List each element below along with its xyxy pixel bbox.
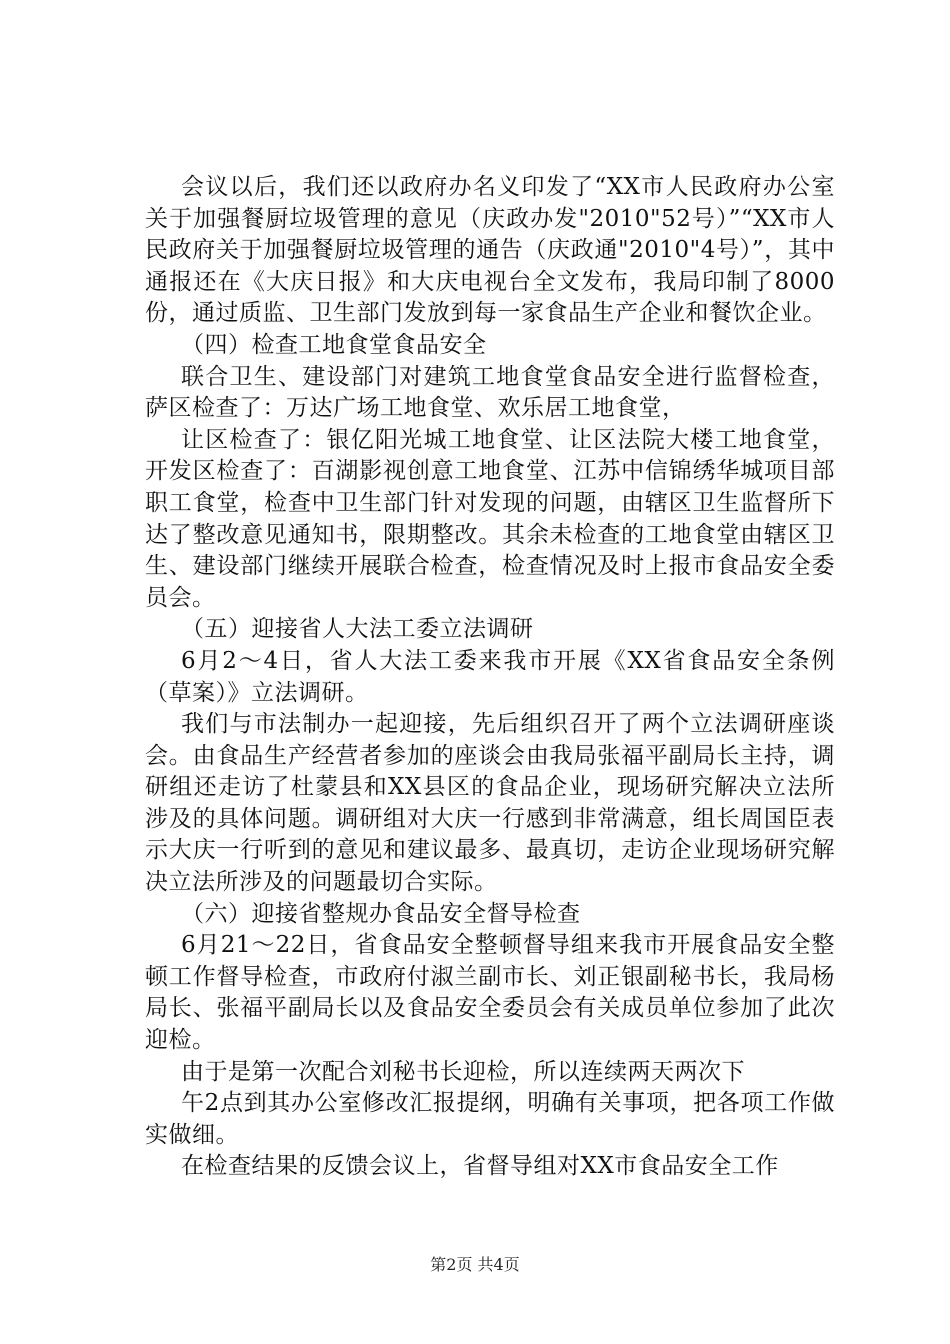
paragraph-feedback-meeting: 在检查结果的反馈会议上，省督导组对XX市食品安全工作 [181, 1153, 779, 1180]
section-heading-6: （六）迎接省整规办食品安全督导检查 [181, 900, 581, 927]
paragraph-joint-inspection: 联合卫生、建设部门对建筑工地食堂食品安全进行监督检查，萨区检查了：万达广场工地食堂、欢乐居工地食堂， [145, 363, 835, 422]
paragraph-afternoon-revision: 午2点到其办公室修改汇报提纲，明确有关事项，把各项工作做实做细。 [145, 1090, 835, 1148]
paragraph-legislative-research: 6月2～4日，省人大法工委来我市开展《XX省食品安全条例（草案）》立法调研。 [145, 647, 835, 706]
document-body [145, 172, 835, 1183]
paragraph-district-inspection: 让区检查了：银亿阳光城工地食堂、让区法院大楼工地食堂，开发区检查了：百湖影视创意工地食堂、江苏中信锦绣华城项目部职工食堂，检查中卫生部门针对发现的问题，由辖区卫生监督所下达了整改意见通知书，限期整改。其余未检查的工地食堂由辖区卫生、建设部门继续开展联合检查，检查情况及时上报市食品安全委员会。 [145, 426, 835, 611]
paragraph-notice-issued: 会议以后，我们还以政府办名义印发了“XX市人民政府办公室关于加强餐厨垃圾管理的意见（庆政办发"2010"52号）”“XX市人民政府关于加强餐厨垃圾管理的通告（庆政通"2010"4号）”，其中通报还在《大庆日报》和大庆电视台全文发布，我局印制了8000份，通过质监、卫生部门发放到每一家食品生产企业和餐饮企业。 [145, 174, 835, 327]
paragraph-supervision-check: 6月21～22日，省食品安全整顿督导组来我市开展食品安全整顿工作督导检查，市政府付淑兰副市长、刘正银副秘书长，我局杨局长、张福平副局长以及食品安全委员会有关成员单位参加了此次迎检。 [145, 932, 835, 1054]
page-number-footer: 第2页 共4页 [430, 1255, 520, 1274]
section-heading-4: （四）检查工地食堂食品安全 [181, 331, 487, 358]
paragraph-symposium: 我们与市法制办一起迎接，先后组织召开了两个立法调研座谈会。由食品生产经营者参加的座谈会由我局张福平副局长主持，调研组还走访了杜蒙县和XX县区的食品企业，现场研究解决立法所涉及的具体问题。调研组对大庆一行感到非常满意，组长周国臣表示大庆一行听到的意见和建议最多、最真切，走访企业现场研究解决立法所涉及的问题最切合实际。 [145, 711, 835, 896]
paragraph-first-cooperation: 由于是第一次配合刘秘书长迎检，所以连续两天两次下 [181, 1058, 745, 1085]
section-heading-5: （五）迎接省人大法工委立法调研 [181, 616, 534, 643]
